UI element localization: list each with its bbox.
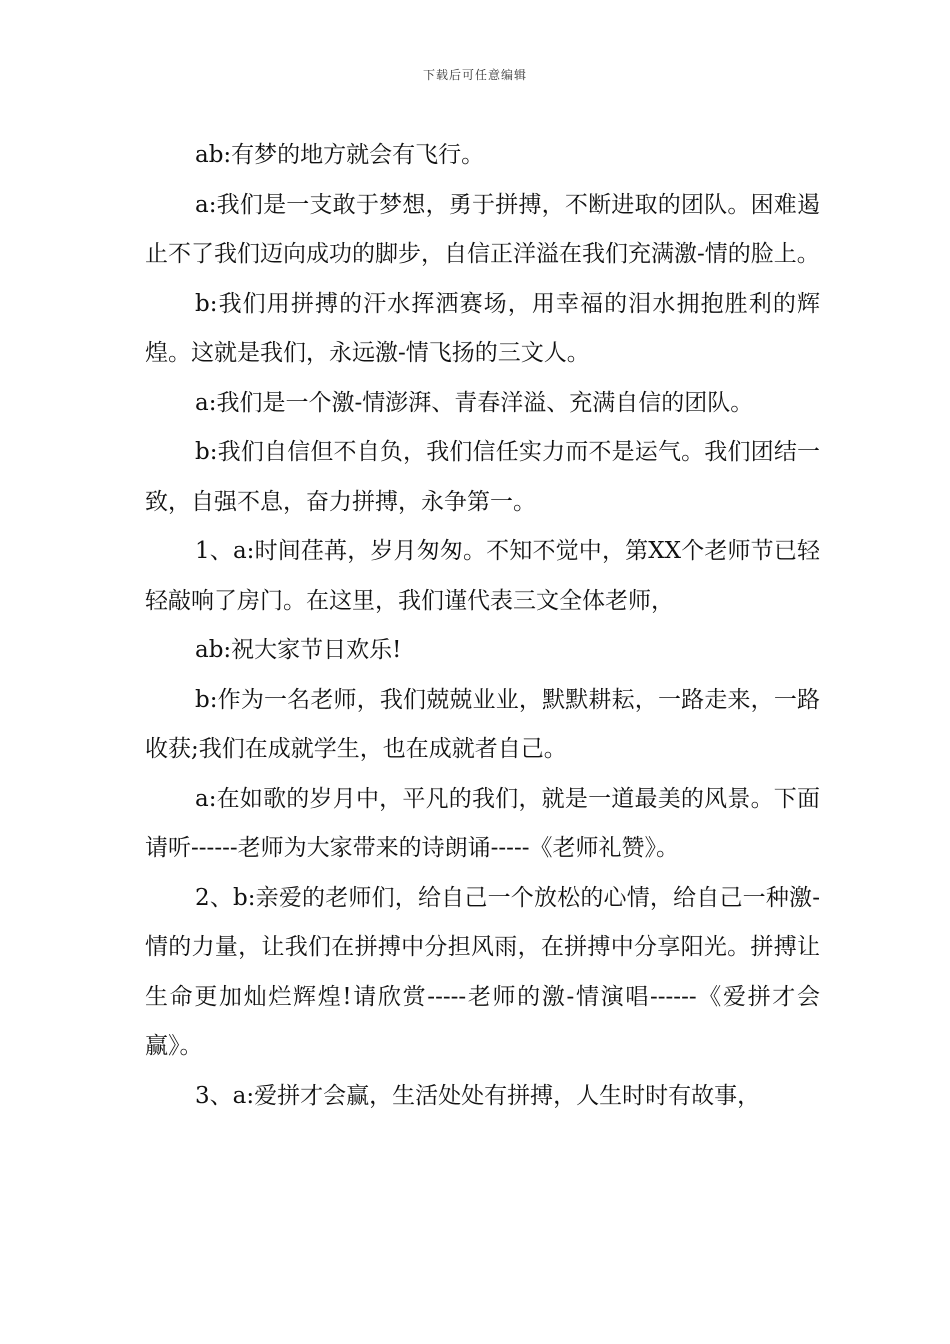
page-header: 下载后可任意编辑 — [422, 68, 527, 82]
paragraph-6: 1、a:时间荏苒，岁月匆匆。不知不觉中，第XX个老师节已轻轻敲响了房门。在这里，我们谨代表三文全体老师， — [145, 538, 820, 614]
paragraph-9: a:在如歌的岁月中，平凡的我们，就是一道最美的风景。下面请听------老师为大家带来的诗朗诵-----《老师礼赞》。 — [145, 785, 820, 861]
paragraph-2: a:我们是一支敢于梦想，勇于拼搏，不断进取的团队。困难遏止不了我们迈向成功的脚步，自信正洋溢在我们充满激-情的脸上。 — [145, 191, 820, 267]
paragraph-7: ab:祝大家节日欢乐! — [195, 637, 402, 663]
paragraph-1: ab:有梦的地方就会有飞行。 — [195, 142, 485, 168]
paragraph-4: a:我们是一个激-情澎湃、青春洋溢、充满自信的团队。 — [195, 389, 754, 416]
paragraph-3: b:我们用拼搏的汗水挥洒赛场，用幸福的泪水拥抱胜利的辉煌。这就是我们，永远激-情飞扬的三文人。 — [145, 290, 820, 366]
paragraph-5: b:我们自信但不自负，我们信任实力而不是运气。我们团结一致，自强不息，奋力拼搏，永争第一。 — [145, 439, 820, 515]
paragraph-8: b:作为一名老师，我们兢兢业业，默默耕耘，一路走来，一路收获;我们在成就学生，也在成就者自己。 — [145, 686, 820, 762]
paragraph-11: 3、a:爱拼才会赢，生活处处有拼搏，人生时时有故事， — [195, 1082, 761, 1109]
document-body — [145, 131, 820, 1121]
paragraph-10: 2、b:亲爱的老师们，给自己一个放松的心情，给自己一种激-情的力量，让我们在拼搏中分担风雨，在拼搏中分享阳光。拼搏让生命更加灿烂辉煌!请欣赏-----老师的激-情演唱------《爱拼才会赢》。 — [145, 884, 820, 1059]
